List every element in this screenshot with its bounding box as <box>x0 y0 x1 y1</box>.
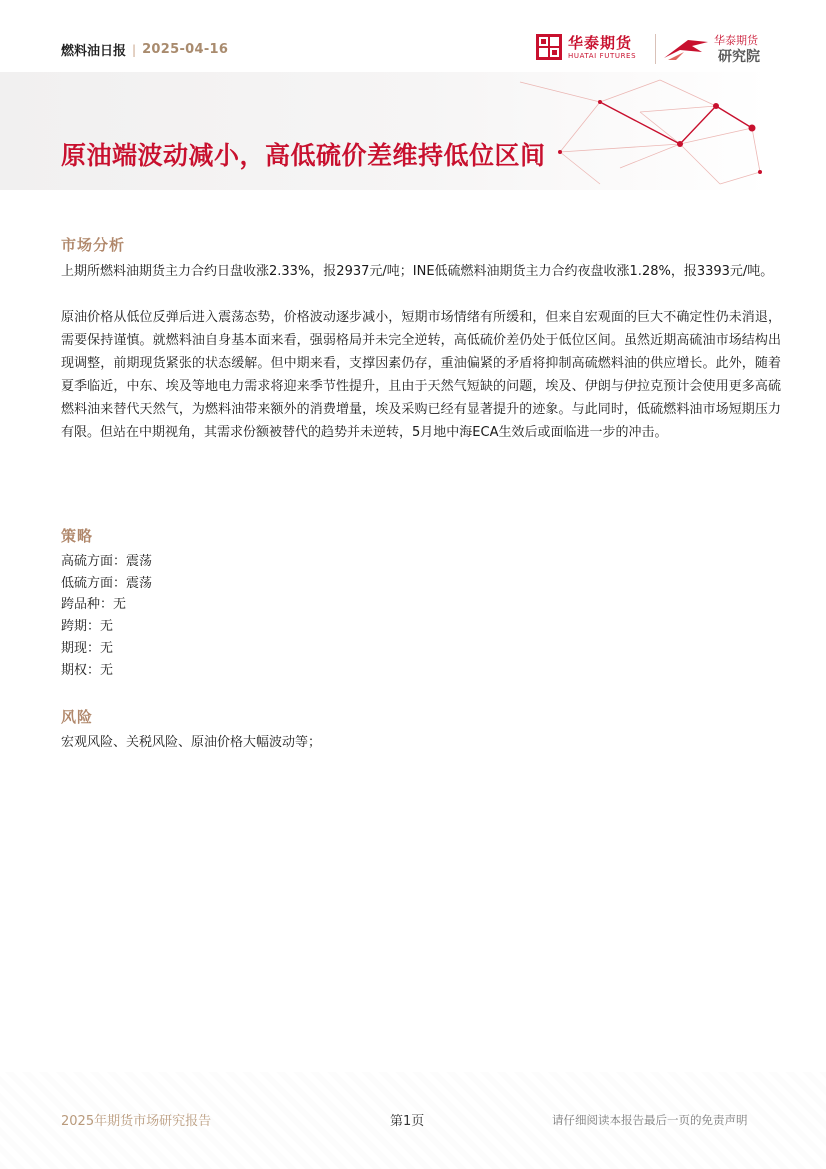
report-name: 燃料油日报 <box>61 44 127 59</box>
strategy-section <box>61 525 781 681</box>
institute-name-line2: 研究院 <box>718 49 760 65</box>
strategy-item-low-sulfur: 低硫方面：震荡 <box>61 575 153 591</box>
logo-english-name: HUATAI FUTURES <box>568 52 637 60</box>
risk-section <box>61 706 781 754</box>
market-paragraph-1: 上期所燃料油期货主力合约日盘收涨2.33%，报2937元/吨；INE低硫燃料油期货主力合约夜盘收涨1.28%，报3393元/吨。 <box>61 264 774 279</box>
page-number: 第1页 <box>390 1114 425 1129</box>
institute-logo <box>662 32 772 66</box>
report-title: 原油端波动减小，高低硫价差维持低位区间 <box>61 141 546 170</box>
title-banner <box>0 72 770 190</box>
strategy-item-basis: 期现：无 <box>61 640 114 656</box>
strategy-heading: 策略 <box>61 527 94 545</box>
logo-divider <box>655 34 656 64</box>
network-decoration <box>0 72 770 190</box>
report-date: 2025-04-16 <box>142 42 229 57</box>
disclaimer-note: 请仔细阅读本报告最后一页的免责声明 <box>552 1113 748 1127</box>
strategy-item-cross-variety: 跨品种：无 <box>61 597 127 613</box>
footer-report-series: 2025年期货市场研究报告 <box>61 1114 212 1129</box>
strategy-item-high-sulfur: 高硫方面：震荡 <box>61 554 153 569</box>
risk-heading: 风险 <box>61 708 94 726</box>
logo-chinese-name: 华泰期货 <box>568 34 633 52</box>
strategy-item-options: 期权：无 <box>61 662 114 678</box>
risk-text: 宏观风险、关税风险、原油价格大幅波动等； <box>61 735 322 750</box>
page-header <box>0 32 826 68</box>
report-meta <box>61 40 228 59</box>
market-analysis-heading: 市场分析 <box>61 236 126 254</box>
market-analysis-section <box>61 234 781 444</box>
huatai-logo-icon <box>536 34 562 60</box>
market-paragraph-2: 原油价格从低位反弹后进入震荡态势，价格波动逐步减小，短期市场情绪有所缓和，但来自宏观面的巨大不确定性仍未消退，需要保持谨慎。就燃料油自身基本面来看，强弱格局并未完全逆转，高低硫价差仍处于低位区间。虽然近期高硫油市场结构出现调整，前期现货紧张的状态缓解。但中期来看，支撑因素仍存，重油偏紧的矛盾将抑制高硫燃料油的供应增长。此外，随着夏季临近，中东、埃及等地电力需求将迎来季节性提升，且由于天然气短缺的问题，埃及、伊朗与伊拉克预计会使用更多高硫燃料油来替代天然气，为燃料油带来额外的消费增量，埃及采购已经有显著提升的迹象。与此同时，低硫燃料油市场短期压力有限。但站在中期视角，其需求份额被替代的趋势并未逆转，5月地中海ECA生效后或面临进一步的冲击。 <box>61 310 781 440</box>
institute-logo-icon <box>662 34 710 62</box>
header-separator: | <box>132 42 137 57</box>
strategy-item-calendar-spread: 跨期：无 <box>61 619 114 635</box>
page-footer <box>0 1072 826 1169</box>
huatai-logo <box>536 32 648 66</box>
institute-name-line1: 华泰期货 <box>714 34 758 47</box>
